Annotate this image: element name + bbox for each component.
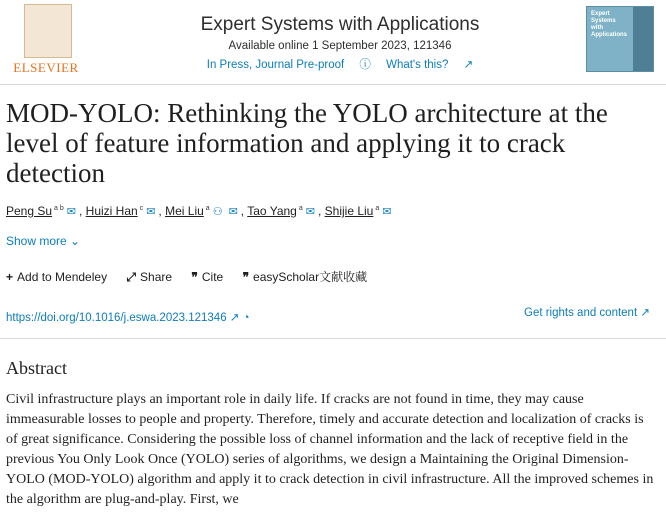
easyscholar-label: easyScholar文献收藏: [253, 270, 368, 284]
share-icon: ⤢: [126, 270, 137, 284]
author-3[interactable]: Mei Liu: [165, 204, 204, 218]
plus-icon: +: [6, 270, 14, 284]
elsevier-logo[interactable]: [6, 4, 86, 74]
author-4-affil[interactable]: a: [298, 205, 303, 212]
open-access-icon: ◔: [242, 312, 250, 324]
doi-link[interactable]: [6, 310, 250, 324]
author-5-affil[interactable]: a: [375, 205, 380, 212]
cite-label: Cite: [201, 270, 224, 284]
author-1-affil[interactable]: a b: [54, 205, 64, 212]
rights-text: Get rights and content: [524, 307, 638, 319]
whats-this-link[interactable]: What's this?: [386, 59, 449, 71]
journal-cover-image[interactable]: [586, 6, 654, 72]
article-status: [120, 56, 560, 72]
show-more-button[interactable]: [6, 234, 80, 248]
author-3-affil[interactable]: a: [205, 205, 210, 212]
email-icon[interactable]: ✉: [228, 206, 238, 218]
easyscholar-button[interactable]: [243, 270, 368, 284]
chevron-down-icon: ⌄: [70, 234, 81, 248]
quote-icon: ❞: [242, 270, 250, 284]
email-icon[interactable]: ✉: [66, 206, 76, 218]
journal-header: [0, 0, 666, 82]
header-divider: [0, 84, 666, 85]
rights-link[interactable]: [524, 305, 650, 319]
abstract-heading: Abstract: [6, 358, 67, 378]
author-2-affil[interactable]: c: [139, 205, 144, 212]
available-online: Available online 1 September 2023, 121346: [228, 40, 452, 52]
add-to-mendeley-button[interactable]: [6, 270, 107, 284]
section-divider: [0, 338, 666, 339]
author-5[interactable]: Shijie Liu: [324, 204, 374, 218]
publisher-name: ELSEVIER: [13, 60, 79, 75]
external-link-icon: ↗: [229, 312, 240, 324]
email-icon[interactable]: ✉: [305, 206, 315, 218]
email-icon[interactable]: ✉: [146, 206, 156, 218]
cite-button[interactable]: [191, 270, 223, 284]
external-link-icon: ↗: [640, 307, 650, 319]
abstract-text: Civil infrastructure plays an important role in daily life. If cracks are not found in time, they may cause immeasurable losses to people and property. Therefore, timely and accurate detection and localization of cracks is of great significance. Considering the possible loss of channel information and the lack of receptive field in the previous You Only Look Once (YOLO) series of algorithms, we design a Maintaining the Original Dimension-YOLO (MOD-YOLO) algorithm and apply it to crack detection in civil infrastructure. All the improved schemes in the algorithm are plug-and-play. First, we: [6, 392, 654, 507]
show-more-label: Show more: [6, 234, 67, 248]
status-link[interactable]: In Press, Journal Pre-proof: [206, 59, 345, 71]
share-button[interactable]: [126, 270, 172, 284]
email-icon[interactable]: ✉: [382, 206, 392, 218]
author-2[interactable]: Huizi Han: [85, 204, 138, 218]
elsevier-tree-icon: [24, 4, 72, 58]
author-4[interactable]: Tao Yang: [247, 204, 297, 218]
journal-title[interactable]: Expert Systems with Applications: [200, 14, 480, 35]
cover-title: Expert Systems with Applications: [591, 11, 628, 38]
share-label: Share: [140, 270, 173, 284]
external-link-icon: ↗: [463, 59, 474, 71]
doi-text: https://doi.org/10.1016/j.eswa.2023.121346: [6, 312, 227, 324]
person-icon[interactable]: ⚇: [212, 206, 223, 218]
mendeley-label: Add to Mendeley: [17, 270, 108, 284]
quote-icon: ❞: [191, 270, 198, 284]
action-bar: [6, 268, 383, 285]
help-icon: ⓘ: [359, 59, 371, 71]
author-1[interactable]: Peng Su: [6, 204, 53, 218]
cover-band: [633, 7, 653, 71]
author-list: Peng Su $^{a b}$ ✉ , Huizi Han $^c$ ✉ , Mei Liu $^a$ ⚇ ✉ , Tao Yang $^a$ ✉ , Shijie Liu $^a$ ✉: [6, 204, 392, 218]
article-title: MOD-YOLO: Rethinking the YOLO architecture at the level of feature information and applying it to crack detection: [6, 98, 608, 188]
